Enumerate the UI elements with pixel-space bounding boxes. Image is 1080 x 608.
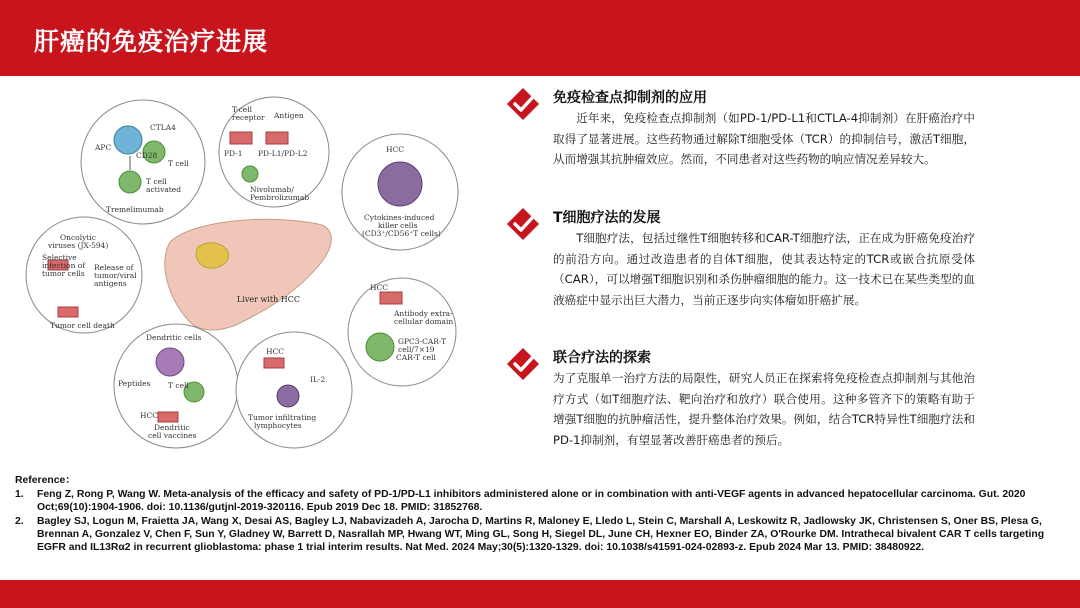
cik-hcc-label: HCC	[386, 145, 405, 154]
til-panel	[236, 332, 352, 448]
section-title: T细胞疗法的发展	[553, 210, 661, 226]
tcell-activated-label-2: activated	[146, 185, 182, 194]
dc-hcc-label: HCC	[140, 411, 159, 420]
tumor-cell-death-label: Tumor cell death	[50, 321, 115, 330]
footer-bar	[0, 580, 1080, 608]
section-body: T细胞疗法，包括过继性T细胞转移和CAR-T细胞疗法，正在成为肝癌免疫治疗的前沿方向。通过改造患者的自体T细胞，使其表达特定的TCR或嵌合抗原受体（CAR），可以增强T细胞识别和杀伤肿瘤细胞的能力。这一技术已在某些类型的血液癌症中显示出巨大潜力，当前正逐步向实体瘤如肝癌扩展。	[553, 231, 975, 307]
page-title: 肝癌的免疫治疗进展	[34, 27, 269, 56]
pd1-panel	[219, 97, 329, 207]
nivolumab-label: Nivolumab/	[250, 185, 294, 194]
ctla4-label: CTLA4	[150, 123, 176, 132]
pembrolizumab-label: Pembrolizumab	[250, 193, 310, 202]
tremelimumab-label: Tremelimumab	[106, 205, 164, 214]
dendritic-cell-panel	[114, 324, 238, 448]
car-label-2: cellular domain	[394, 317, 454, 326]
dc-tcell-label: T cell	[168, 381, 189, 390]
references	[15, 474, 1075, 554]
virus-release-2: tumor/viral	[94, 271, 137, 280]
liver-illustration	[165, 219, 331, 330]
check-badge-icon	[505, 86, 541, 122]
antigen-label: Antigen	[274, 111, 304, 120]
tcell-receptor-label-2: receptor	[232, 113, 265, 122]
virus-label-1: Oncolytic	[60, 233, 96, 242]
dc-label: Dendritic cells	[146, 333, 202, 342]
apc-label: APC	[95, 143, 112, 152]
cik-label-1: Cytokines-induced	[364, 213, 435, 222]
tcell-label: T cell	[168, 159, 189, 168]
reference-number: 1.	[15, 489, 24, 501]
ctla4-panel	[81, 100, 205, 224]
section-combination-therapy	[505, 346, 975, 450]
cd28-label: CD28	[136, 151, 158, 160]
oncolytic-virus-panel	[26, 217, 142, 333]
il2-label: IL-2	[310, 375, 326, 384]
car-label-3: GPC3-CAR-T	[398, 337, 447, 346]
pdl1-pdl2-label: PD-L1/PD-L2	[258, 149, 308, 158]
section-checkpoint-inhibitors	[505, 86, 975, 170]
car-hcc-label: HCC	[370, 283, 389, 292]
car-label-5: CAR-T cell	[396, 353, 436, 362]
virus-release-3: antigens	[94, 279, 127, 288]
dc-vaccine-2: cell vaccines	[148, 431, 197, 440]
cik-panel	[342, 134, 458, 250]
section-body: 为了克服单一治疗方法的局限性，研究人员正在探索将免疫检查点抑制剂与其他治疗方式（如T细胞疗法、靶向治疗和放疗）联合使用。这种多管齐下的策略有助于增强T细胞的抗肿瘤活性，提升整体治疗效果。例如，结合TCR特异性T细胞疗法和PD-1抑制剂，有望显著改善肝癌患者的预后。	[553, 371, 975, 447]
cik-label-3: (CD3⁺/CD56⁺T cells)	[362, 229, 441, 238]
car-label-1: Antibody extra-	[394, 309, 453, 318]
til-label-1: Tumor infiltrating	[248, 413, 317, 422]
reference-text: Bagley SJ, Logun M, Fraietta JA, Wang X, Desai AS, Bagley LJ, Nabavizadeh A, Jarocha D, Martins R, Maloney E, Lledo L, Stein C, Marshall A, Leskowitz R, Jadlowsky JK, Christensen S, Oner BS, Plesa G, Brennan A, Gonzalez V, Chen F, Sun Y, Gladney W, Barrett D, Nasrallah MP, Hwang WT, Ming GL, Song H, Siegel DL, June CH, Hexner EO, Binder ZA, O'Rourke DM. Intrathecal bivalent CAR T cells targeting EGFR and IL13Rα2 in recurrent glioblastoma: phase 1 trial interim results. Nat Med. 2024 May;30(5):1320-1329. doi: 10.1038/s41591-024-02893-z. Epub 2024 Mar 13. PMID: 38480922.	[37, 515, 1045, 554]
hcc-immunotherapy-figure	[18, 92, 480, 452]
check-badge-icon	[505, 346, 541, 382]
reference-item	[15, 488, 1075, 514]
virus-label-4: infection of	[42, 261, 86, 270]
virus-label-5: tumor cells	[42, 269, 85, 278]
reference-number: 2.	[15, 515, 24, 527]
cik-label-2: killer cells	[378, 221, 418, 230]
car-t-panel	[348, 278, 456, 386]
reference-text: Feng Z, Rong P, Wang W. Meta-analysis of the efficacy and safety of PD-1/PD-L1 inhibitors administered alone or in combination with anti-VEGF agents in advanced hepatocellular carcinoma. Gut. 2020 Oct;69(10):1904-1906. doi: 10.1136/gutjnl-2019-320116. Epub 2019 Dec 18. PMID: 31852768.	[37, 489, 1026, 514]
section-title: 免疫检查点抑制剂的应用	[553, 90, 707, 106]
references-heading: Reference：	[15, 475, 76, 486]
tcell-receptor-label-1: T-cell	[232, 105, 253, 114]
header-bar	[0, 0, 1080, 76]
section-title: 联合疗法的探索	[553, 350, 651, 366]
section-body: 近年来，免疫检查点抑制剂（如PD-1/PD-L1和CTLA-4抑制剂）在肝癌治疗中取得了显著进展。这些药物通过解除T细胞受体（TCR）的抑制信号，激活T细胞，从而增强其抗肿瘤效应。然而，不同患者对这些药物的响应情况差异较大。	[553, 111, 975, 166]
virus-label-2: viruses (JX-594)	[48, 241, 109, 250]
pd1-label: PD-1	[224, 149, 243, 158]
virus-label-3: Selective	[42, 253, 77, 262]
tcell-activated-label-1: T cell	[146, 177, 167, 186]
til-label-2: lymphocytes	[254, 421, 302, 430]
til-hcc-label: HCC	[266, 347, 285, 356]
check-badge-icon	[505, 206, 541, 242]
dc-vaccine-1: Dendritic	[154, 423, 190, 432]
car-label-4: cell/7×19	[398, 345, 435, 354]
liver-label: Liver with HCC	[237, 295, 301, 304]
section-t-cell-therapy	[505, 206, 975, 310]
virus-release-1: Release of	[94, 263, 134, 272]
reference-item	[15, 515, 1075, 555]
peptides-label: Peptides	[118, 379, 151, 388]
